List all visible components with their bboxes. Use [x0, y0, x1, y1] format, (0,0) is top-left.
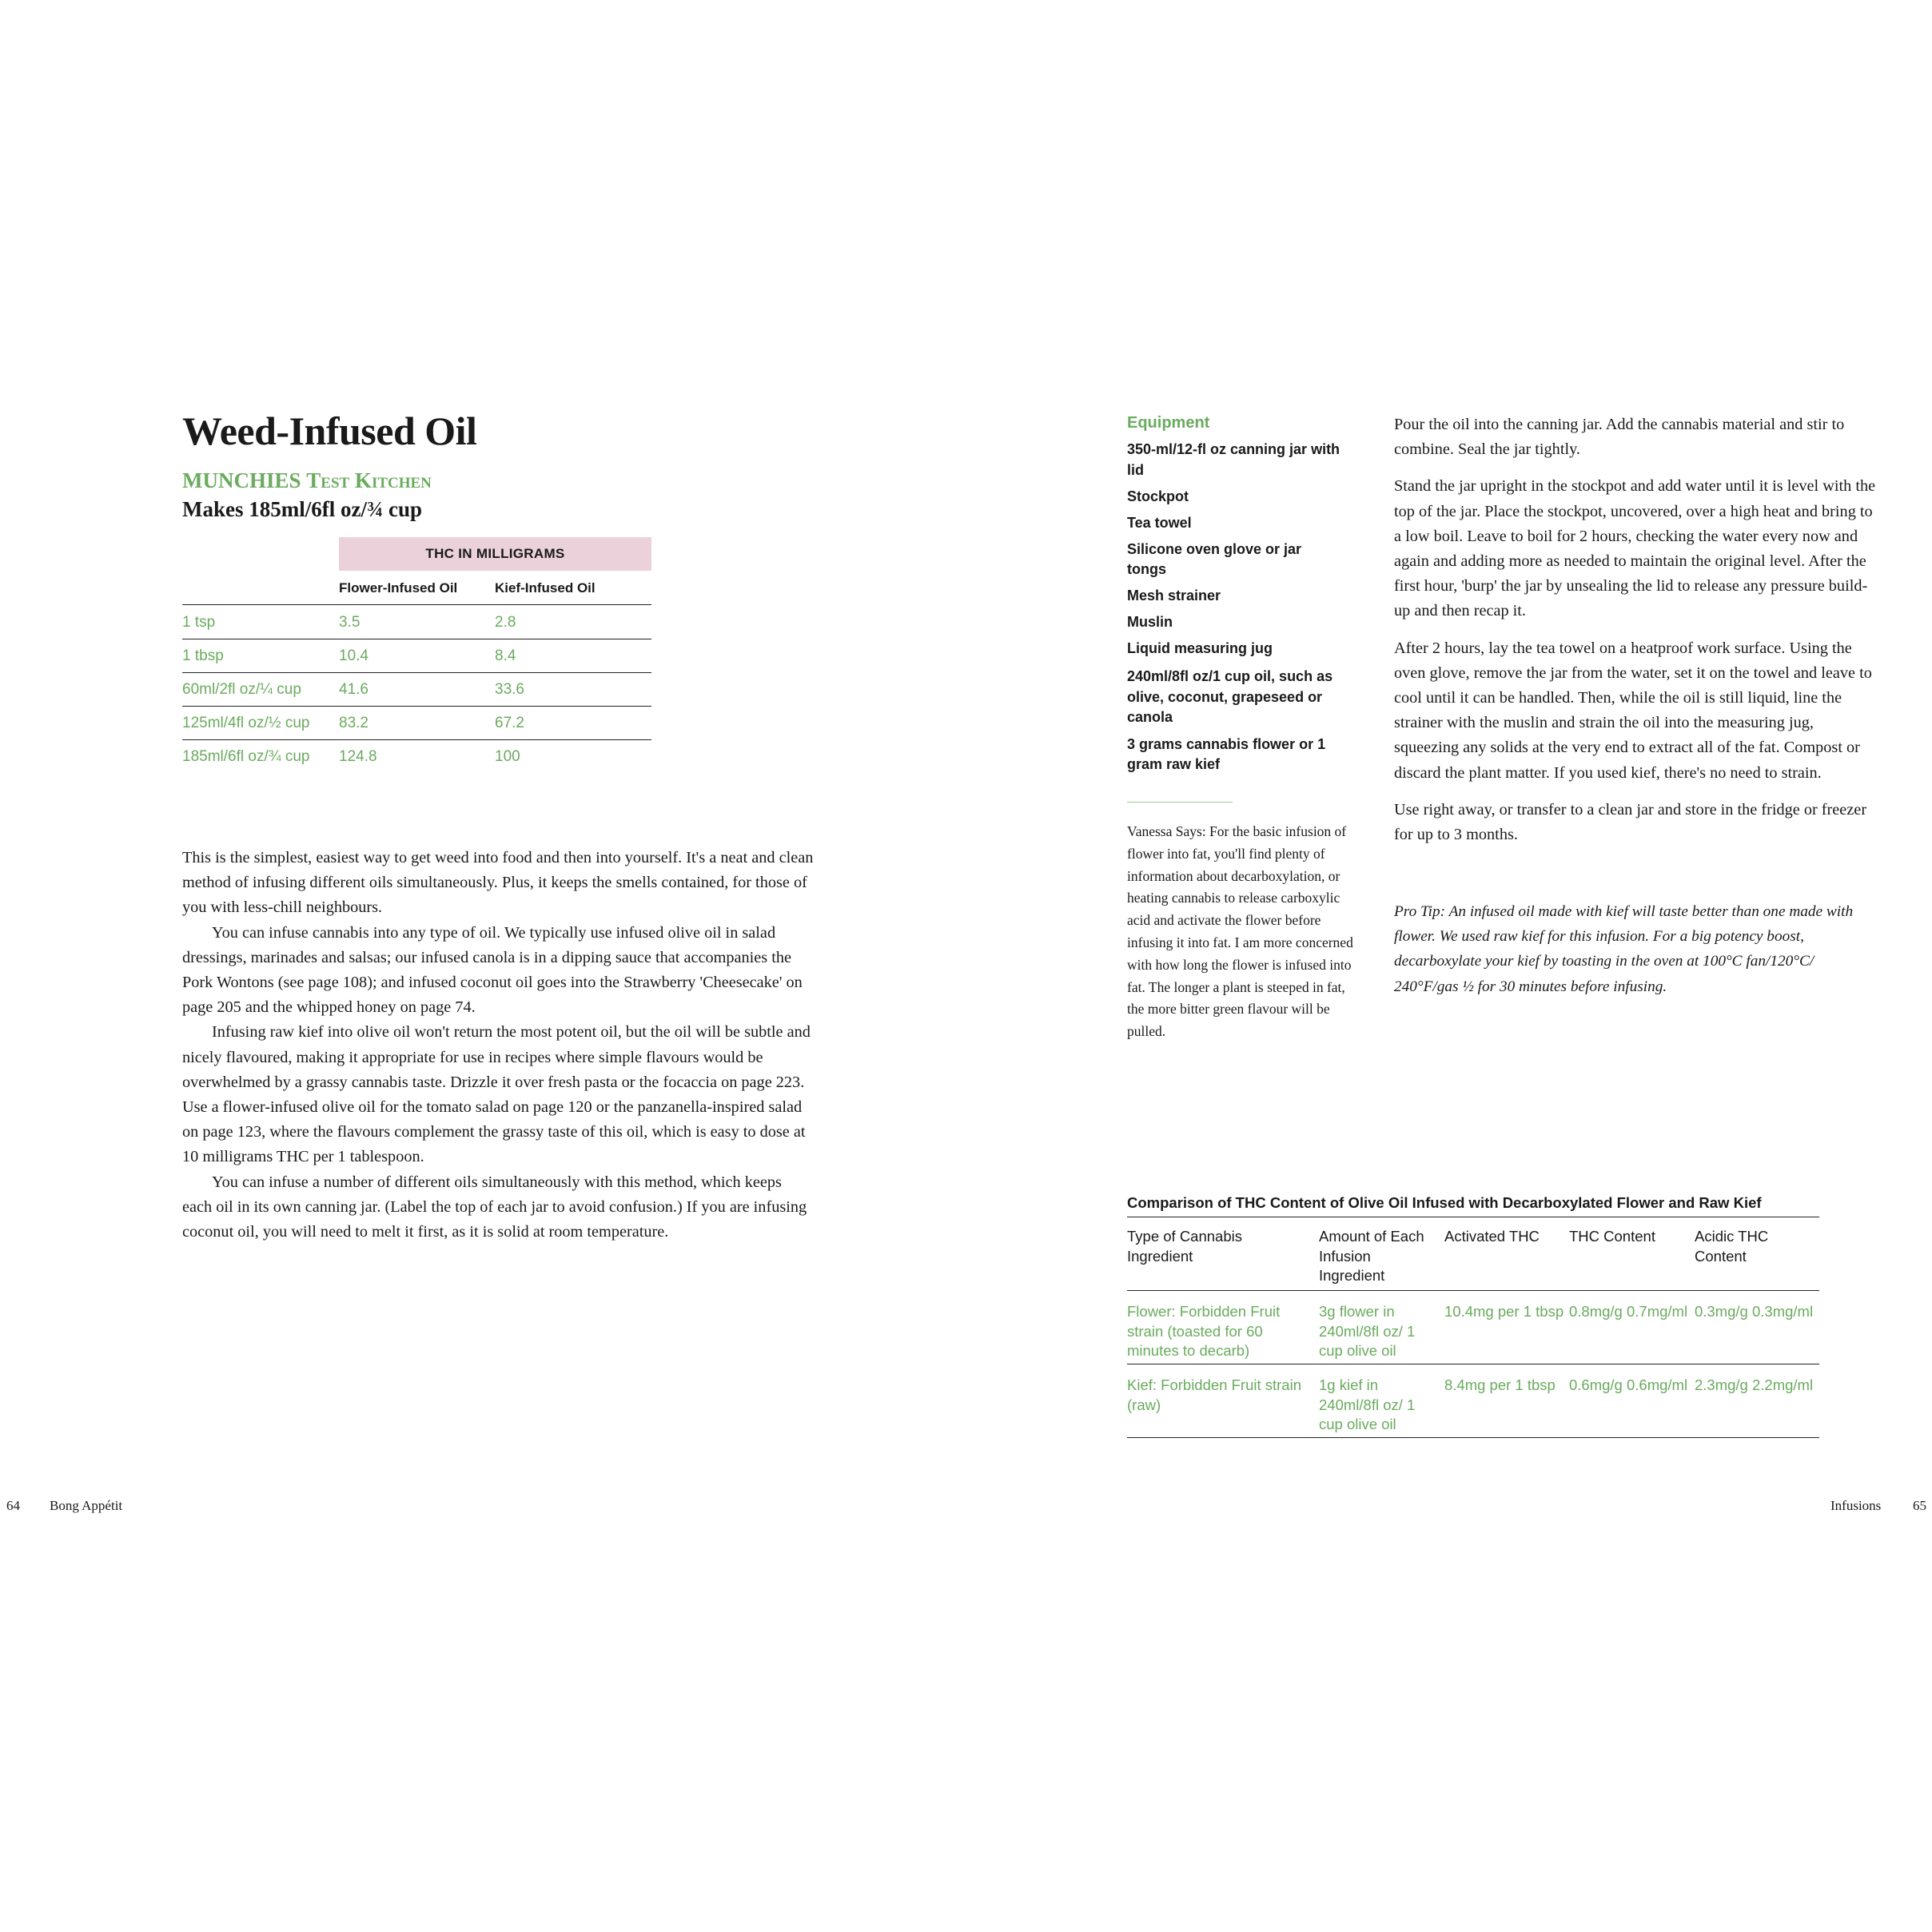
comparison-header-row: [1127, 1217, 1819, 1291]
recipe-author: [182, 468, 432, 493]
table-row: [1127, 1364, 1819, 1438]
equipment-heading: Equipment: [1127, 414, 1210, 432]
flower-cell: 83.2: [339, 715, 368, 731]
table-row: [182, 606, 651, 639]
recipe-title: Weed-Infused Oil: [182, 408, 477, 453]
table-cell: Kief: Forbidden Fruit strain (raw): [1127, 1376, 1301, 1413]
comparison-table-title: Comparison of THC Content of Olive Oil Infused with Decarboxylated Flower and Raw Kief: [1127, 1194, 1819, 1217]
vanessa-says-note: Vanessa Says: For the basic infusion of flower into fat, you'll find plenty of information about decarboxylation, or heating cannabis to release carboxylic acid and activate the flower before infusing it into fat. I am more concerned with how long the flower is infused into fat. The longer a plant is steeped in fat, the more bitter green flavour will be pulled.: [1127, 823, 1353, 1040]
running-footer-right: Infusions: [1830, 1498, 1882, 1513]
amount-cell: 60ml/2fl oz/¼ cup: [182, 681, 301, 698]
column-header: Acidic THC Content: [1695, 1228, 1769, 1265]
table-row: [182, 639, 651, 673]
thc-band-header: THC IN MILLIGRAMS: [339, 537, 651, 571]
list-item: 350-ml/12-fl oz canning jar with lid: [1127, 441, 1340, 478]
page-number-right: 65: [1913, 1498, 1926, 1513]
amount-cell: 1 tbsp: [182, 647, 224, 664]
table-cell: 2.3mg/g 2.2mg/ml: [1695, 1376, 1814, 1393]
table-cell: 0.8mg/g 0.7mg/ml: [1569, 1303, 1688, 1320]
running-footer-left: Bong Appétit: [50, 1498, 123, 1513]
method-paragraph: Use right away, or transfer to a clean jar and store in the fridge or freezer for up to 3 months.: [1394, 800, 1867, 844]
kief-cell: 67.2: [495, 715, 524, 731]
amount-cell: 1 tsp: [182, 614, 216, 631]
comparison-table: [1127, 1194, 1819, 1438]
method-paragraph: After 2 hours, lay the tea towel on a heatproof work surface. Using the oven glove, remove the jar from the water, set it on the towel and leave to cool until it can be handled. Then, while the oil is still liquid, line the strainer with the muslin and strain the oil into the measuring jug, squeezing any solids at the very end to extract all of the fat. Compost or discard the plant matter. If you used kief, there's no need to strain.: [1394, 639, 1872, 782]
method-paragraph: Pour the oil into the canning jar. Add the cannabis material and stir to combine. Seal the jar tightly.: [1394, 416, 1845, 459]
table-cell: 0.3mg/g 0.3mg/ml: [1695, 1303, 1814, 1320]
table-cell: 10.4mg per 1 tbsp: [1444, 1303, 1564, 1320]
flower-cell: 3.5: [339, 614, 361, 631]
column-header: Type of Cannabis Ingredient: [1127, 1228, 1242, 1265]
table-row: [182, 707, 651, 740]
table-row: [182, 740, 651, 774]
list-item: Muslin: [1127, 614, 1173, 630]
kief-cell: 8.4: [495, 647, 516, 664]
intro-paragraph: You can infuse a number of different oils simultaneously with this method, which keeps each oil in its own canning jar. (Label the top of each jar to avoid confusion.) If you are infusing coconut oil, you will need to melt it first, as it is solid at room temperature.: [182, 1173, 807, 1241]
list-item: Stockpot: [1127, 488, 1189, 504]
author-smallcaps: Test Kitchen: [306, 468, 432, 492]
table-row: [1127, 1291, 1819, 1364]
list-item: Tea towel: [1127, 514, 1192, 531]
kief-cell: 100: [495, 748, 520, 765]
list-item: 3 grams cannabis flower or 1 gram raw kief: [1127, 735, 1326, 772]
thc-col-flower-header: Flower-Infused Oil: [339, 580, 458, 596]
amount-cell: 125ml/4fl oz/½ cup: [182, 715, 310, 731]
table-cell: 8.4mg per 1 tbsp: [1444, 1376, 1556, 1393]
table-row: [182, 673, 651, 707]
kief-cell: 2.8: [495, 614, 516, 631]
method-text: [1394, 412, 1882, 859]
intro-paragraph: You can infuse cannabis into any type of oil. We typically use infused olive oil in salad dressings, marinades and salsas; our infused canola is in a dipping sauce that accompanies the Pork Wontons (see page 108); and infused coconut oil goes into the Strawberry 'Cheesecake' on page 205 and the whipped honey on page 74.: [182, 923, 803, 1017]
author-lead: MUNCHIES: [182, 468, 307, 492]
list-item: Mesh strainer: [1127, 588, 1221, 604]
thc-col-kief-header: Kief-Infused Oil: [495, 580, 596, 596]
flower-cell: 124.8: [339, 748, 377, 765]
table-cell: 3g flower in 240ml/8fl oz/ 1 cup olive oil: [1319, 1303, 1416, 1359]
intro-paragraph: Infusing raw kief into olive oil won't return the most potent oil, but the oil will be subtle and nicely flavoured, making it appropriate for use in recipes where simple flavours would be overwhelmed by a grassy cannabis taste. Drizzle it over fresh pasta or the focaccia on page 223. Use a flower-infused olive oil for the tomato salad on page 120 or the panzanella-inspired salad on page 123, where the flavours complement the grassy taste of this oil, which is easy to dose at 10 milligrams THC per 1 tablespoon.: [182, 1023, 811, 1166]
page-number-left: 64: [6, 1498, 20, 1513]
kief-cell: 33.6: [495, 681, 524, 698]
list-item: Liquid measuring jug: [1127, 640, 1273, 656]
intro-paragraph: This is the simplest, easiest way to get weed into food and then into yourself. It's a neat and clean method of infusing different oils simultaneously. Plus, it keeps the smells contained, for those of you with less-chill neighbours.: [182, 849, 814, 917]
thc-header-rule: [182, 604, 651, 605]
list-item: Silicone oven glove or jar tongs: [1127, 540, 1302, 577]
flower-cell: 41.6: [339, 681, 368, 698]
equipment-list: [1127, 440, 1343, 665]
list-item: 240ml/8fl oz/1 cup oil, such as olive, coconut, grapeseed or canola: [1127, 668, 1333, 725]
table-cell: Flower: Forbidden Fruit strain (toasted for 60 minutes to decarb): [1127, 1303, 1281, 1359]
intro-text: [182, 846, 814, 1245]
column-header: Amount of Each Infusion Ingredient: [1319, 1228, 1424, 1284]
sidebar-divider: [1127, 802, 1233, 803]
ingredients-list: [1127, 667, 1343, 782]
recipe-yield: Makes 185ml/6fl oz/¾ cup: [182, 497, 422, 521]
table-cell: 0.6mg/g 0.6mg/ml: [1569, 1376, 1688, 1393]
column-header: Activated THC: [1444, 1228, 1540, 1245]
column-header: THC Content: [1569, 1228, 1655, 1245]
table-cell: 1g kief in 240ml/8fl oz/ 1 cup olive oil: [1319, 1376, 1416, 1432]
flower-cell: 10.4: [339, 647, 368, 664]
pro-tip: Pro Tip: An infused oil made with kief will taste better than one made with flower. We used raw kief for this infusion. For a big potency boost, decarboxylate your kief by toasting in the oven at 100°C fan/120°C/ 240°F/gas ½ for 30 minutes before infusing.: [1394, 903, 1854, 995]
method-paragraph: Stand the jar upright in the stockpot and add water until it is level with the top of the jar. Place the stockpot, uncovered, over a high heat and bring to a low boil. Leave to boil for 2 hours, checking the water every now and again and adding more as needed to maintain the original level. After the first hour, 'burp' the jar by unsealing the lid to release any pressure build-up and then recap it.: [1394, 477, 1876, 620]
amount-cell: 185ml/6fl oz/¾ cup: [182, 748, 310, 765]
